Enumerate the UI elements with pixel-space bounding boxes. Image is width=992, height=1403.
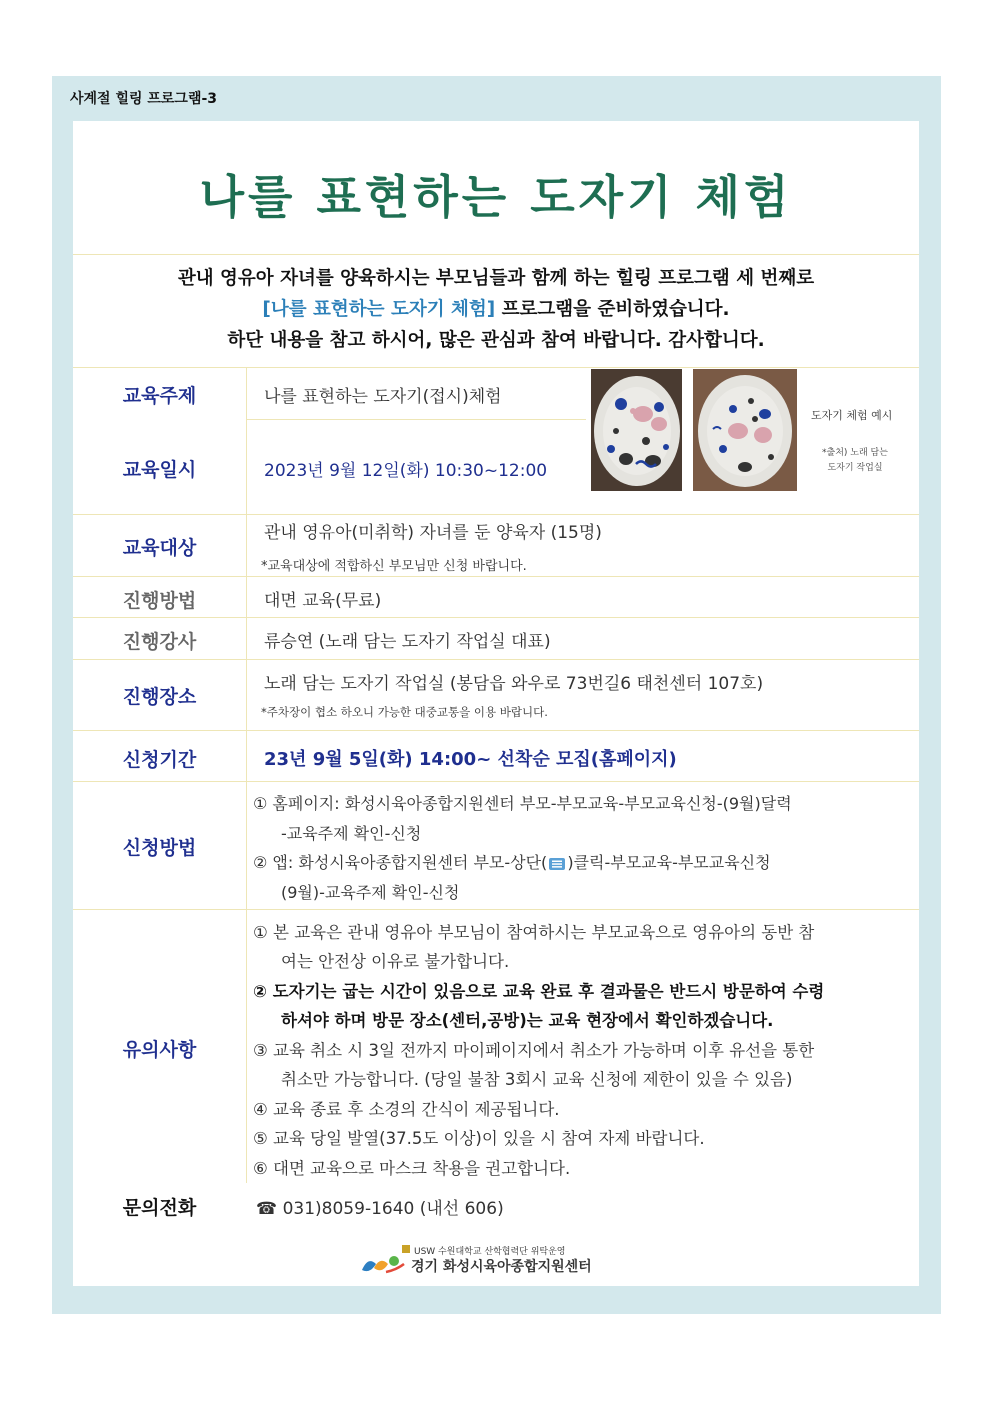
value-method: 대면 교육(무료)	[264, 591, 382, 611]
notes-line: 여는 안전상 이유로 불가합니다.	[281, 952, 510, 971]
footer-center-name: 경기 화성시육아종합지원센터	[411, 1259, 592, 1275]
value-datetime: 2023년 9월 12일(화) 10:30~12:00	[264, 461, 548, 481]
divider	[73, 617, 919, 618]
value-contact	[256, 1194, 504, 1219]
notes-line: 하셔야 하며 방문 장소(센터,공방)는 교육 현장에서 확인하겠습니다.	[281, 1011, 774, 1030]
divider	[73, 367, 919, 368]
value-instructor: 류승연 (노래 담는 도자기 작업실 대표)	[264, 632, 551, 652]
notes-line: ⑤ 교육 당일 발열(37.5도 이상)이 있을 시 참여 자제 바랍니다.	[253, 1129, 705, 1148]
label-method: 진행방법	[122, 590, 197, 612]
value-target: 관내 영유아(미취학) 자녀를 둔 양육자 (15명)	[264, 523, 602, 543]
intro-text	[73, 263, 919, 356]
center-logo-icon	[358, 1252, 408, 1276]
note-target: *교육대상에 적합하신 부모님만 신청 바랍니다.	[261, 559, 527, 574]
plate-photo-1	[591, 369, 682, 491]
divider	[246, 419, 586, 420]
menu-icon	[549, 858, 565, 870]
apply-line-3-end: )클릭-부모교육-부모교육신청	[567, 853, 771, 872]
notes-line: ③ 교육 취소 시 3일 전까지 마이페이지에서 취소가 가능하며 이후 유선을 통한	[253, 1041, 815, 1060]
intro-line-2	[73, 294, 919, 325]
label-target: 교육대상	[122, 537, 197, 559]
divider	[73, 781, 919, 782]
divider	[73, 576, 919, 577]
phone-icon: ☎	[256, 1199, 278, 1219]
plate-photo-2	[693, 369, 797, 491]
plate-image	[591, 369, 682, 491]
label-place: 진행장소	[122, 686, 197, 708]
intro-line-3: 하단 내용을 참고 하시어, 많은 관심과 참여 바랍니다. 감사합니다.	[227, 330, 765, 351]
intro-line-2-rest: 프로그램을 준비하였습니다.	[495, 299, 730, 320]
apply-line-1: ① 홈페이지: 화성시육아종합지원센터 부모-부모교육-부모교육신청-(9월)달력	[253, 794, 792, 813]
apply-line-4: (9월)-교육주제 확인-신청	[281, 883, 460, 902]
intro-program-highlight: [나를 표현하는 도자기 체험]	[262, 299, 496, 320]
apply-line-2: -교육주제 확인-신청	[281, 824, 422, 843]
note-place: *주차장이 협소 하오니 가능한 대중교통을 이용 바랍니다.	[261, 705, 548, 719]
column-divider	[246, 367, 247, 1183]
notes-line: 취소만 가능합니다. (당일 불참 3회시 교육 신청에 제한이 있을 수 있음)	[281, 1070, 793, 1089]
label-instructor: 진행강사	[122, 631, 197, 653]
value-place: 노래 담는 도자기 작업실 (봉담읍 와우로 73번길6 태천센터 107호)	[264, 674, 764, 694]
label-period: 신청기간	[122, 749, 197, 771]
usw-emblem-icon	[401, 1244, 411, 1254]
divider	[73, 514, 919, 515]
label-topic: 교육주제	[122, 385, 197, 407]
photo-source	[819, 446, 891, 476]
intro-line-1: 관내 영유아 자녀를 양육하시는 부모님들과 함께 하는 힐링 프로그램 세 번째로	[177, 268, 815, 289]
notes-line: ① 본 교육은 관내 영유아 부모님이 참여하시는 부모교육으로 영유아의 동반 참	[253, 923, 815, 942]
notes-line: ④ 교육 종료 후 소경의 간식이 제공됩니다.	[253, 1100, 560, 1119]
divider	[73, 909, 919, 910]
label-apply: 신청방법	[122, 837, 197, 859]
footer-operator: USW 수원대학교 산학협력단 위탁운영	[414, 1247, 566, 1257]
flyer-sheet	[73, 121, 919, 1286]
contact-number: 031)8059-1640 (내선 606)	[282, 1199, 504, 1219]
label-datetime: 교육일시	[122, 459, 197, 481]
photo-source-line-1: *출처) 노래 담는	[822, 448, 888, 458]
apply-line-3-start: ② 앱: 화성시육아종합지원센터 부모-상단(	[253, 853, 548, 872]
label-contact: 문의전화	[122, 1197, 197, 1219]
divider	[73, 730, 919, 731]
photo-caption: 도자기 체험 예시	[811, 409, 893, 422]
footer-logo	[358, 1243, 638, 1277]
page-title: 나를 표현하는 도자기 체험	[199, 170, 793, 224]
notes-line: ⑥ 대면 교육으로 마스크 착용을 권고합니다.	[253, 1159, 571, 1178]
series-label: 사계절 힐링 프로그램-3	[70, 91, 218, 107]
notes-line: ② 도자기는 굽는 시간이 있음으로 교육 완료 후 결과물은 반드시 방문하여 수령	[253, 982, 825, 1001]
divider	[73, 254, 919, 255]
value-period: 23년 9월 5일(화) 14:00~ 선착순 모집(홈페이지)	[264, 749, 677, 770]
value-topic: 나를 표현하는 도자기(접시)체험	[264, 387, 502, 407]
apply-line-3	[253, 850, 771, 873]
photo-source-line-2: 도자기 작업실	[827, 463, 883, 473]
plate-image	[693, 369, 797, 491]
divider	[73, 659, 919, 660]
label-notes: 유의사항	[122, 1039, 197, 1061]
